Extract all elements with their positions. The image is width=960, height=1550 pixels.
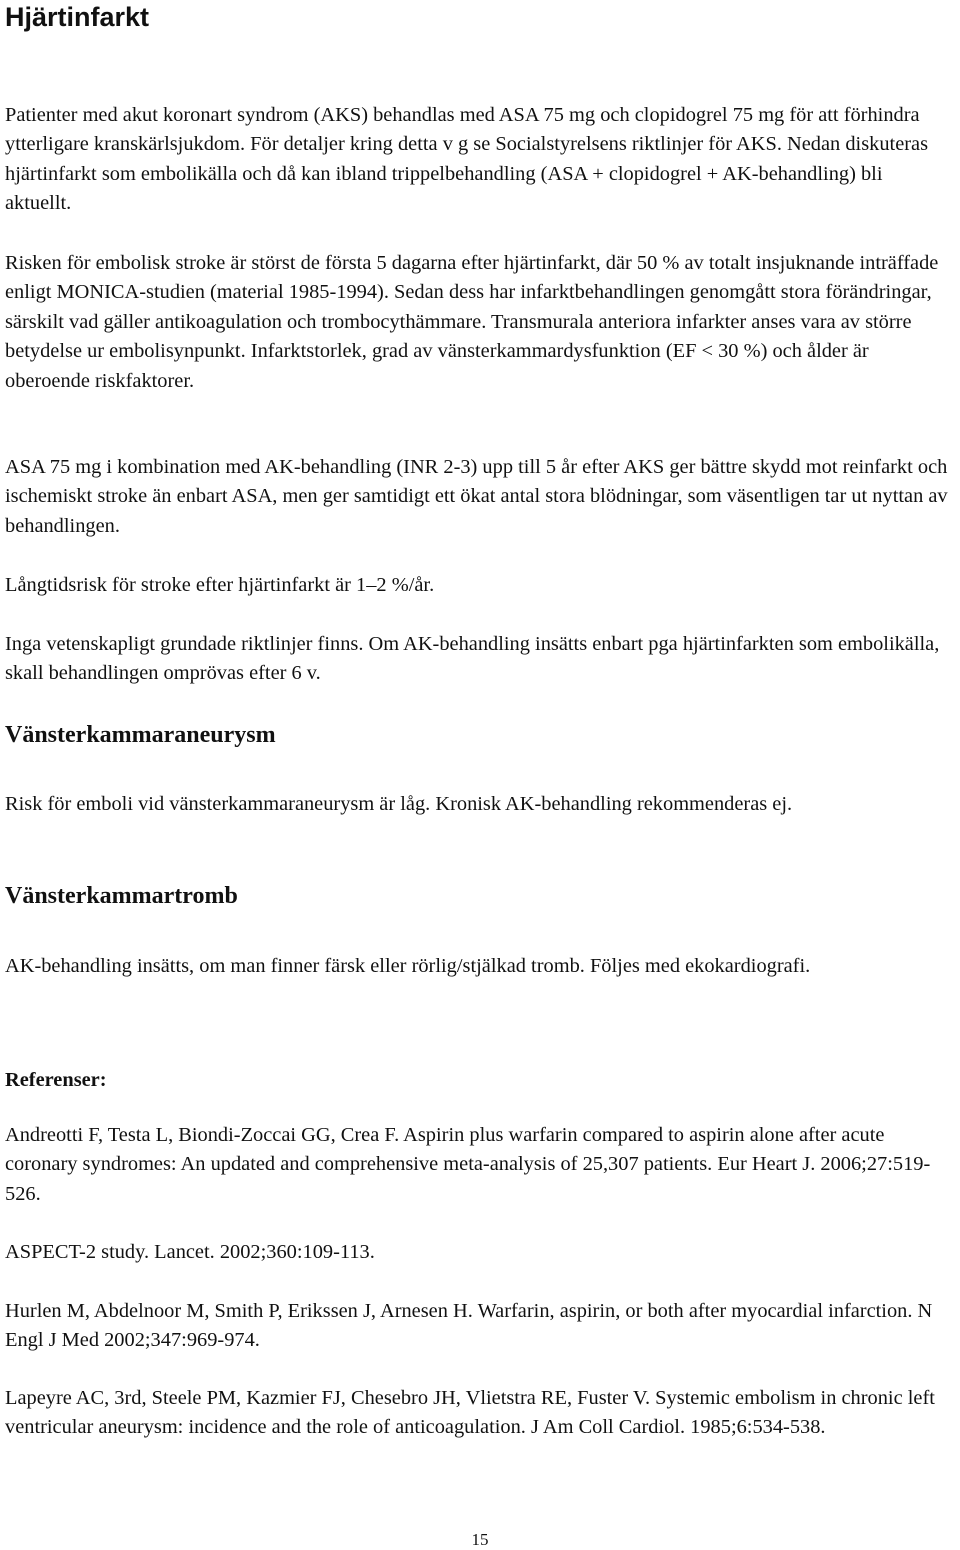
page-number: 15 <box>471 1530 489 1549</box>
section-heading-aneurysm: Vänsterkammaraneurysm <box>5 722 276 748</box>
asa-combination-paragraph: ASA 75 mg i kombination med AK-behandling (INR 2-3) upp till 5 år efter AKS ger bättre skydd mot reinfarkt och ischemiskt stroke än enbart ASA, men ger samtidigt ett ökat antal stora blödningar, som väsentligen tar ut nyttan av behandlingen. <box>5 456 948 537</box>
section-text-aneurysm: Risk för emboli vid vänsterkammaraneurysm är låg. Kronisk AK-behandling rekommenderas ej. <box>5 793 793 815</box>
references-heading: Referenser: <box>5 1069 107 1091</box>
stroke-risk-paragraph: Risken för embolisk stroke är störst de första 5 dagarna efter hjärtinfarkt, där 50 % av totalt insjuknande inträffade enligt MONICA-studien (material 1985-1994). Sedan dess har infarktbehandlingen genomgått stora förändringar, särskilt vad gäller antikoagulation och trombocythämmare. Transmurala anteriora infarkter anses vara av större betydelse ur embolisynpunkt. Infarktstorlek, grad av vänsterkammardysfunktion (EF < 30 %) och ålder är oberoende riskfaktorer. <box>5 252 939 392</box>
guidelines-paragraph: Inga vetenskapligt grundade riktlinjer finns. Om AK-behandling insätts enbart pga hjärtinfarkten som embolikälla, skall behandlingen omprövas efter 6 v. <box>5 633 940 685</box>
reference-item: Lapeyre AC, 3rd, Steele PM, Kazmier FJ, Chesebro JH, Vlietstra RE, Fuster V. Systemic embolism in chronic left ventricular aneurysm: incidence and the role of anticoagulation. J Am Coll Cardiol. 1985;6:534-538. <box>5 1387 935 1439</box>
intro-paragraph: Patienter med akut koronart syndrom (AKS) behandlas med ASA 75 mg och clopidogrel 75 mg för att förhindra ytterligare kranskärlsjukdom. För detaljer kring detta v g se Socialstyrelsens riktlinjer för AKS. Nedan diskuteras hjärtinfarkt som embolikälla och då kan ibland trippelbehandling (ASA + clopidogrel + AK-behandling) bli aktuellt. <box>5 104 929 215</box>
reference-item: ASPECT-2 study. Lancet. 2002;360:109-113. <box>5 1241 375 1263</box>
section-heading-thrombus: Vänsterkammartromb <box>5 883 238 909</box>
reference-item: Hurlen M, Abdelnoor M, Smith P, Erikssen J, Arnesen H. Warfarin, aspirin, or both after myocardial infarction. N Engl J Med 2002;347:969-974. <box>5 1300 933 1352</box>
long-term-risk-paragraph: Långtidsrisk för stroke efter hjärtinfarkt är 1–2 %/år. <box>5 574 435 596</box>
reference-item: Andreotti F, Testa L, Biondi-Zoccai GG, Crea F. Aspirin plus warfarin compared to aspirin alone after acute coronary syndromes: An updated and comprehensive meta-analysis of 25,307 patients. Eur Heart J. 2006;27:519-526. <box>5 1124 931 1205</box>
page-title: Hjärtinfarkt <box>5 2 150 32</box>
section-text-thrombus: AK-behandling insätts, om man finner färsk eller rörlig/stjälkad tromb. Följes med ekokardiografi. <box>5 955 811 977</box>
